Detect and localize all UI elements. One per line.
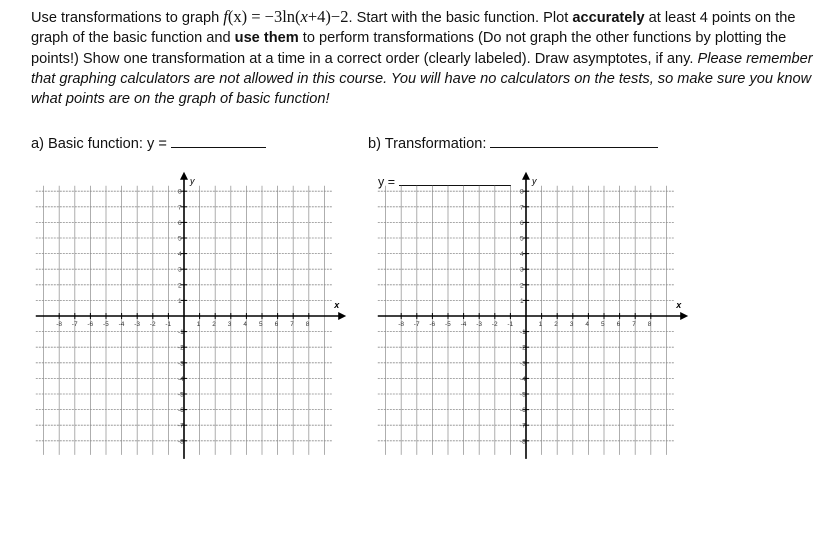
coordinate-grid-b[interactable] [370,175,702,446]
x-tick-label-a: 6 [274,321,279,328]
x-tick-label-b: 2 [554,321,558,328]
y-tick-label-b: 5 [520,235,524,243]
x-tick-label-b: -3 [476,321,482,328]
y-axis-label-a: y [190,175,195,186]
x-tick-label-a: -4 [118,321,125,328]
x-axis-arrow-b [680,312,688,320]
x-tick-label-b: -5 [445,321,451,328]
y-tick-label-a: 4 [178,251,182,259]
y-tick-label-b: -6 [520,407,526,415]
basic-function-blank[interactable] [171,133,266,148]
x-tick-label-b: 3 [569,321,574,328]
y-tick-label-a: -5 [178,391,184,399]
y-tick-label-b: 8 [520,188,524,196]
x-tick-label-a: -8 [56,321,62,328]
x-tick-label-a: 5 [259,321,263,328]
x-tick-label-a: -6 [87,321,94,328]
x-tick-label-a: 8 [305,321,310,328]
y-tick-label-b: 4 [520,251,524,259]
x-tick-label-a: 1 [196,321,201,328]
y-tick-label-b: -3 [520,360,526,368]
x-tick-label-b: 6 [616,321,621,328]
x-tick-label-b: -1 [507,321,514,328]
transformation-label: b) Transformation: [368,133,658,152]
y-tick-label-a: -6 [178,407,184,415]
y-tick-label-a: 5 [178,235,182,243]
y-tick-label-a: 6 [178,219,182,227]
y-tick-label-a: -8 [178,438,184,446]
y-axis-arrow-b [522,172,530,180]
calculator-note: Please remember that graphing calculators are not allowed in this course. You will have no calculators on the tests, so make sure you know what points are on the graph of basic function! [31,50,813,108]
y-tick-label-b: -7 [520,422,526,430]
x-axis-label-b: x [676,300,682,310]
x-tick-label-a: -2 [149,321,156,328]
x-tick-label-b: -4 [460,321,467,328]
transformation-y-label: y = [378,174,511,189]
x-tick-label-a: -7 [71,321,78,328]
y-tick-label-a: -2 [178,344,184,352]
y-axis-label-b: y [532,175,537,186]
y-tick-label-a: 2 [178,282,182,290]
x-tick-label-b: -6 [429,321,436,328]
basic-function-label: a) Basic function: y = [31,133,266,152]
y-tick-label-a: 1 [178,297,182,305]
y-tick-label-a: -3 [178,360,184,368]
transformation-blank[interactable] [490,133,658,148]
y-tick-label-a: -7 [178,422,184,430]
x-tick-label-a: 7 [290,321,294,328]
emphasis-accurately: accurately [572,10,645,26]
x-tick-label-b: -7 [413,321,420,328]
y-axis-arrow-a [180,172,188,180]
x-tick-label-b: 1 [538,321,543,328]
y-tick-label-a: 8 [178,188,182,196]
y-tick-label-b: 3 [520,266,524,274]
emphasis-use-them: use them [234,30,299,47]
y-tick-label-b: -2 [520,344,526,352]
x-tick-label-a: -5 [103,321,109,328]
x-tick-label-b: 8 [647,321,652,328]
instructions-after-formula: . Start with the basic function. Plot [348,10,569,26]
y-tick-label-b: 7 [520,204,524,212]
x-tick-label-b: -8 [398,321,404,328]
x-tick-label-b: 5 [601,321,605,328]
x-tick-label-a: -3 [134,321,140,328]
x-tick-label-b: -2 [491,321,498,328]
function-formula: f(x) = −3ln(x+4)−2 [223,7,349,26]
y-tick-label-b: 6 [520,219,524,227]
y-tick-label-a: -4 [178,375,184,383]
instructions-mid2: to perform transformations (Do not graph the other functions by plotting the points!) Show one transformation at a time in a correct order (clearly labeled). Draw asymptotes, if any. [31,30,787,67]
coordinate-grid-a[interactable] [28,175,360,446]
x-axis-label-a: x [334,300,340,310]
y-tick-label-b: 2 [520,282,524,290]
instructions-lead: Use transformations to graph [31,10,220,26]
instructions [31,7,821,109]
y-tick-label-b: 1 [520,297,524,305]
y-tick-label-b: -5 [520,391,526,399]
y-tick-label-a: 3 [178,266,182,274]
y-tick-label-b: -8 [520,438,526,446]
y-tick-label-a: 7 [178,204,182,212]
y-tick-label-b: -4 [520,375,526,383]
x-tick-label-b: 4 [585,321,590,328]
x-tick-label-a: 2 [212,321,216,328]
x-axis-arrow-a [338,312,346,320]
y-tick-label-b: -1 [520,329,526,337]
y-tick-label-a: -1 [178,329,184,337]
x-tick-label-a: 3 [227,321,232,328]
x-tick-label-a: 4 [243,321,248,328]
x-tick-label-a: -1 [165,321,172,328]
x-tick-label-b: 7 [632,321,636,328]
instructions-mid1: at least 4 points on the graph of the basic function and [31,10,796,47]
